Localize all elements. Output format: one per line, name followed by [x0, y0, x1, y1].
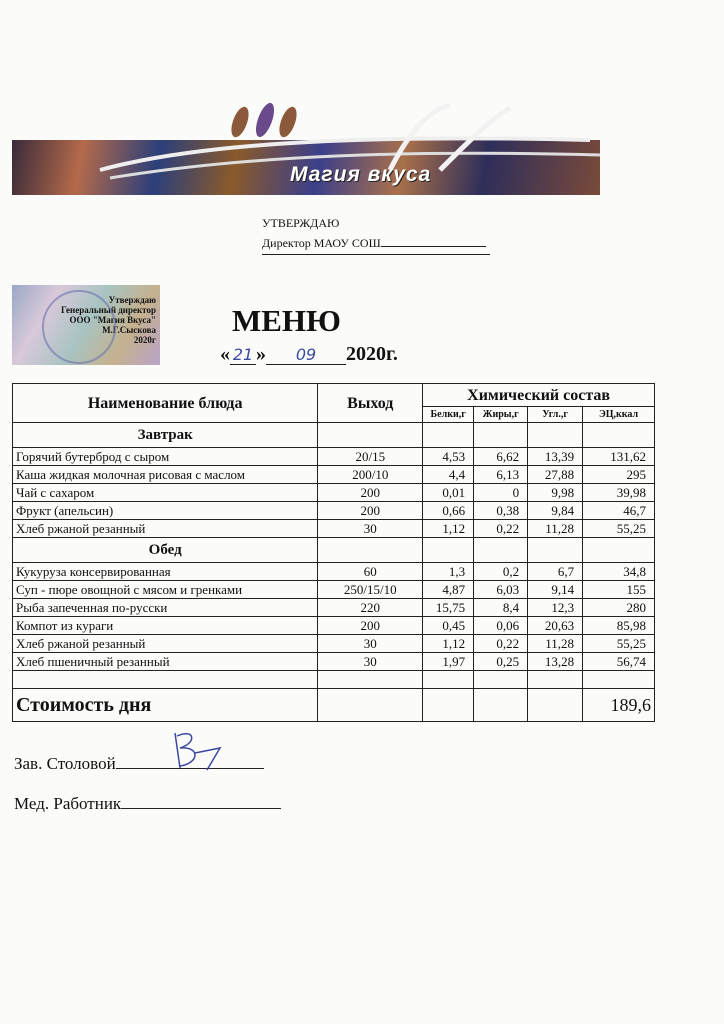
menu-date — [220, 343, 398, 366]
dish-output: 30 — [318, 520, 423, 538]
dish-output: 250/15/10 — [318, 581, 423, 599]
header-fat: Жиры,г — [474, 407, 528, 423]
dish-output: 30 — [318, 635, 423, 653]
date-year: 2020г. — [346, 343, 398, 365]
approval-stamp — [12, 285, 160, 365]
approval-position-label: Директор МАОУ СОШ — [262, 236, 381, 250]
logo-text: Магия вкуса — [290, 163, 432, 186]
stamp-line: Генеральный директор — [61, 305, 156, 315]
medic-label: Мед. Работник — [14, 794, 122, 813]
stamp-line: Утверждаю — [108, 295, 156, 305]
dish-carbs: 11,28 — [528, 520, 583, 538]
canteen-label: Зав. Столовой — [14, 754, 116, 773]
dish-fat: 0,38 — [474, 502, 528, 520]
empty-cell — [13, 671, 318, 689]
section-row — [13, 538, 655, 563]
dish-energy: 55,25 — [583, 520, 655, 538]
header-protein: Белки,г — [423, 407, 474, 423]
dish-protein: 0,45 — [423, 617, 474, 635]
dish-fat: 0,2 — [474, 563, 528, 581]
dish-carbs: 20,63 — [528, 617, 583, 635]
header-carbs: Угл.,г — [528, 407, 583, 423]
table-row — [13, 581, 655, 599]
header-energy: ЭЦ,ккал — [583, 407, 655, 423]
date-month: 09 — [266, 345, 346, 365]
dish-protein: 0,66 — [423, 502, 474, 520]
dish-energy: 56,74 — [583, 653, 655, 671]
medic-signature-line — [121, 794, 281, 809]
table-row — [13, 563, 655, 581]
dish-fat: 6,13 — [474, 466, 528, 484]
table-row — [13, 617, 655, 635]
dish-name: Компот из кураги — [13, 617, 318, 635]
canteen-signature — [14, 754, 264, 774]
dish-name: Горячий бутерброд с сыром — [13, 448, 318, 466]
dish-name: Каша жидкая молочная рисовая с маслом — [13, 466, 318, 484]
section-row — [13, 423, 655, 448]
quote: « — [220, 343, 230, 365]
dish-name: Суп - пюре овощной с мясом и гренками — [13, 581, 318, 599]
dish-protein: 1,12 — [423, 520, 474, 538]
stamp-line: 2020г — [133, 335, 156, 345]
quote: » — [256, 343, 266, 365]
dish-fat: 8,4 — [474, 599, 528, 617]
table-row — [13, 635, 655, 653]
dish-output: 200 — [318, 502, 423, 520]
dish-fat: 0 — [474, 484, 528, 502]
dish-fat: 6,03 — [474, 581, 528, 599]
dish-name: Хлеб ржаной резанный — [13, 635, 318, 653]
dish-output: 220 — [318, 599, 423, 617]
dish-carbs: 9,14 — [528, 581, 583, 599]
director-signature-line — [381, 234, 486, 247]
dish-energy: 280 — [583, 599, 655, 617]
dish-fat: 6,62 — [474, 448, 528, 466]
header-chem: Химический состав — [423, 384, 655, 407]
menu-title: МЕНЮ — [232, 303, 341, 338]
dish-protein: 4,87 — [423, 581, 474, 599]
stamp-seal-icon — [42, 290, 116, 364]
dish-name: Чай с сахаром — [13, 484, 318, 502]
total-row — [13, 689, 655, 722]
dish-protein: 1,12 — [423, 635, 474, 653]
dish-carbs: 11,28 — [528, 635, 583, 653]
dish-name: Хлеб ржаной резанный — [13, 520, 318, 538]
dish-protein: 1,97 — [423, 653, 474, 671]
dish-fat: 0,22 — [474, 635, 528, 653]
table-row — [13, 520, 655, 538]
table-row — [13, 653, 655, 671]
dish-name: Рыба запеченная по-русски — [13, 599, 318, 617]
dish-carbs: 27,88 — [528, 466, 583, 484]
dish-carbs: 13,39 — [528, 448, 583, 466]
dish-name: Фрукт (апельсин) — [13, 502, 318, 520]
dish-protein: 1,3 — [423, 563, 474, 581]
stamp-line: ООО "Магия Вкуса" — [69, 315, 156, 325]
dish-output: 20/15 — [318, 448, 423, 466]
handwritten-signature-icon — [165, 728, 225, 773]
dish-output: 200/10 — [318, 466, 423, 484]
stamp-line: М.Г.Сыскова — [102, 325, 156, 335]
table-row — [13, 466, 655, 484]
table-row — [13, 448, 655, 466]
dish-protein: 15,75 — [423, 599, 474, 617]
dish-protein: 4,53 — [423, 448, 474, 466]
dish-output: 30 — [318, 653, 423, 671]
section-title: Завтрак — [13, 423, 318, 448]
dish-output: 200 — [318, 617, 423, 635]
dish-output: 60 — [318, 563, 423, 581]
dish-fat: 0,06 — [474, 617, 528, 635]
table-row — [13, 484, 655, 502]
dish-fat: 0,25 — [474, 653, 528, 671]
dish-carbs: 9,98 — [528, 484, 583, 502]
dish-carbs: 13,28 — [528, 653, 583, 671]
dish-carbs: 6,7 — [528, 563, 583, 581]
table-row — [13, 599, 655, 617]
dish-protein: 4,4 — [423, 466, 474, 484]
total-label: Стоимость дня — [13, 689, 318, 722]
dish-energy: 155 — [583, 581, 655, 599]
dish-energy: 295 — [583, 466, 655, 484]
approval-title: УТВЕРЖДАЮ — [262, 216, 340, 230]
dish-energy: 55,25 — [583, 635, 655, 653]
date-day: 21 — [230, 345, 256, 365]
table-row — [13, 502, 655, 520]
dish-name: Кукуруза консервированная — [13, 563, 318, 581]
dish-output: 200 — [318, 484, 423, 502]
section-title: Обед — [13, 538, 318, 563]
total-value: 189,6 — [583, 689, 655, 722]
medic-signature — [14, 794, 281, 814]
menu-table — [12, 383, 655, 722]
dish-energy: 131,62 — [583, 448, 655, 466]
dish-energy: 85,98 — [583, 617, 655, 635]
approval-position — [262, 234, 486, 251]
header-name: Наименование блюда — [13, 384, 318, 423]
dish-fat: 0,22 — [474, 520, 528, 538]
dish-energy: 39,98 — [583, 484, 655, 502]
dish-energy: 34,8 — [583, 563, 655, 581]
dish-name: Хлеб пшеничный резанный — [13, 653, 318, 671]
header-output: Выход — [318, 384, 423, 423]
dish-carbs: 9,84 — [528, 502, 583, 520]
approval-line — [262, 254, 490, 255]
dish-protein: 0,01 — [423, 484, 474, 502]
dish-energy: 46,7 — [583, 502, 655, 520]
dish-carbs: 12,3 — [528, 599, 583, 617]
